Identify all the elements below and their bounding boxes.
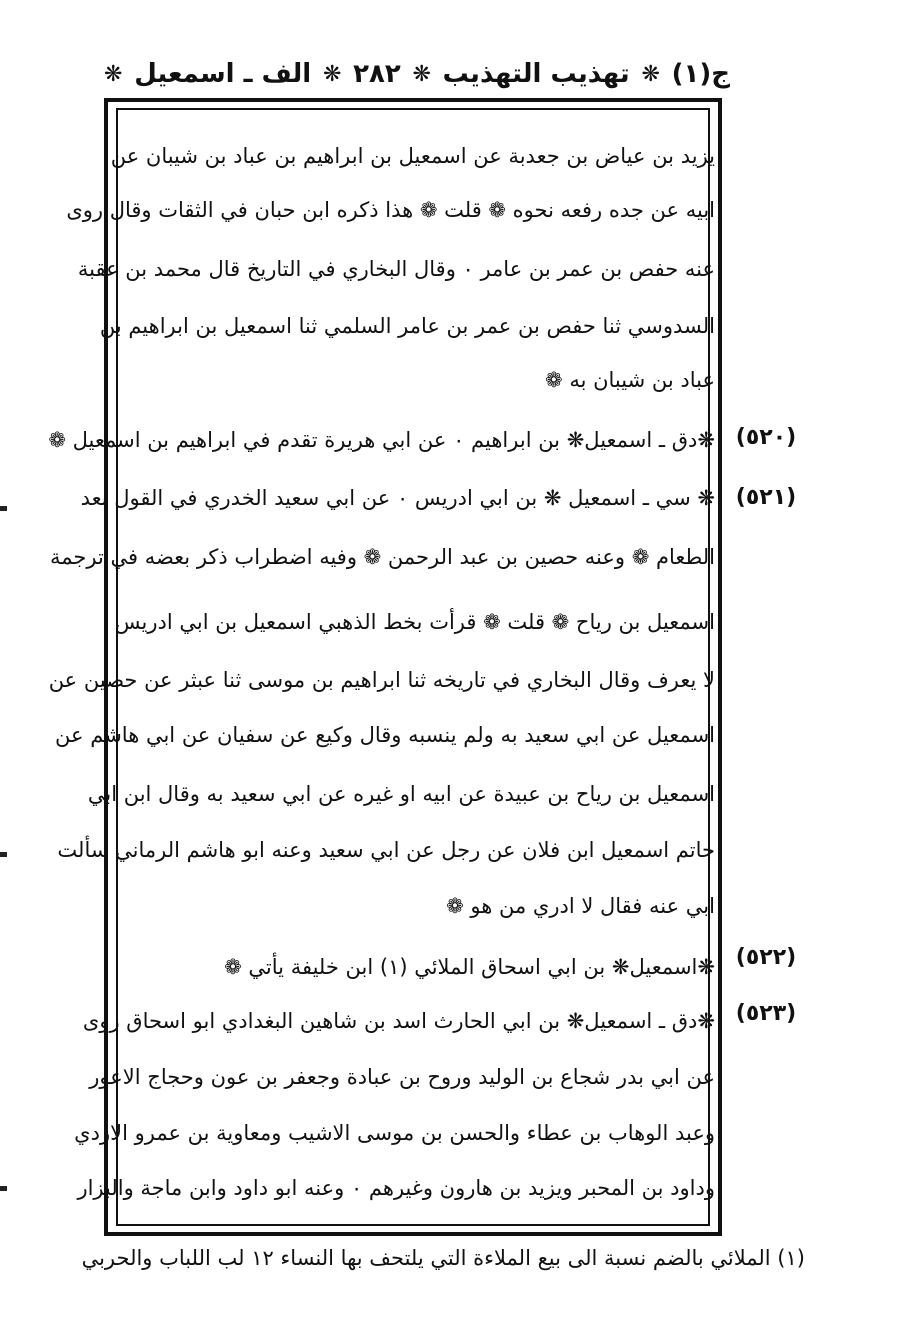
- entry-number: (٥٢٣): [735, 1001, 797, 1026]
- text-line: حاتم اسمعيل ابن فلان عن رجل عن ابي سعيد وعنه ابو هاشم الرماني سألت: [57, 838, 715, 862]
- text-line: وعبد الوهاب بن عطاء والحسن بن موسى الاشيب ومعاوية بن عمرو الازدي: [74, 1121, 715, 1145]
- entry-number: (٥٢٢): [735, 945, 797, 970]
- text-line: ❋دق ـ اسمعيل❋ بن ابراهيم ٠ عن ابي هريرة تقدم في ابراهيم بن اسمعيل ❁: [48, 428, 715, 452]
- text-line: اسمعيل بن رياح بن عبيدة عن ابيه او غيره عن ابي سعيد به وقال ابن ابي: [87, 782, 715, 806]
- scan-artifact: [0, 1186, 7, 1191]
- text-line: الطعام ❁ وعنه حصين بن عبد الرحمن ❁ وفيه اضطراب ذكر بعضه في ترجمة: [50, 545, 715, 569]
- text-line: عباد بن شيبان به ❁: [545, 368, 715, 392]
- section-title: الف ـ اسمعيل: [134, 59, 312, 89]
- scan-artifact: [0, 506, 7, 511]
- text-line: لا يعرف وقال البخاري في تاريخه ثنا ابراهيم بن موسى ثنا عبثر عن حصين عن: [48, 668, 715, 692]
- footnote: (١) الملائي بالضم نسبة الى بيع الملاءة التي يلتحف بها النساء ١٢ لب اللباب والحربي: [81, 1246, 805, 1270]
- text-line: يزيد بن عياض بن جعدبة عن اسمعيل بن ابراهيم بن عباد بن شيبان عن: [110, 144, 715, 168]
- text-line: ❋دق ـ اسمعيل❋ بن ابي الحارث اسد بن شاهين البغدادي ابو اسحاق روى: [82, 1009, 715, 1033]
- entry-number: (٥٢١): [735, 485, 797, 510]
- text-line: عن ابي بدر شجاع بن الوليد وروح بن عبادة وجعفر بن عون وحجاج الاعور: [89, 1065, 715, 1089]
- header-ornament: ❋: [322, 61, 342, 87]
- scan-artifact: [0, 852, 7, 857]
- text-line: اسمعيل بن رياح ❁ قلت ❁ قرأت بخط الذهبي اسمعيل بن ابي ادريس: [114, 610, 715, 634]
- text-line: عنه حفص بن عمر بن عامر ٠ وقال البخاري في التاريخ قال محمد بن عقبة: [77, 257, 715, 281]
- header-ornament: ❋: [104, 61, 123, 87]
- text-line: السدوسي ثنا حفص بن عمر بن عامر السلمي ثنا اسمعيل بن ابراهيم بن: [99, 314, 715, 338]
- text-line: ابيه عن جده رفعه نحوه ❁ قلت ❁ هذا ذكره ابن حبان في الثقات وقال روى: [66, 198, 715, 222]
- text-line: وداود بن المحبر ويزيد بن هارون وغيرهم ٠ وعنه ابو داود وابن ماجة والبزار: [77, 1176, 715, 1200]
- text-line: ابي عنه فقال لا ادري من هو ❁: [446, 894, 715, 918]
- entry-number: (٥٢٠): [735, 425, 797, 450]
- text-line: ❋ سي ـ اسمعيل ❋ بن ابي ادريس ٠ عن ابي سعيد الخدري في القول بعد: [80, 486, 715, 510]
- volume-label: ج(١): [671, 59, 730, 89]
- header-ornament: ❋: [641, 61, 660, 87]
- running-header: [100, 52, 730, 96]
- text-line: ❋اسمعيل❋ بن ابي اسحاق الملائي (١) ابن خليفة يأتي ❁: [224, 955, 715, 979]
- header-ornament: ❋: [412, 61, 431, 87]
- text-line: اسمعيل عن ابي سعيد به ولم ينسبه وقال وكيع عن سفيان عن ابي هاشم عن: [55, 723, 715, 747]
- book-title: تهذيب التهذيب: [442, 59, 630, 89]
- page-number: ٢٨٢: [353, 59, 401, 89]
